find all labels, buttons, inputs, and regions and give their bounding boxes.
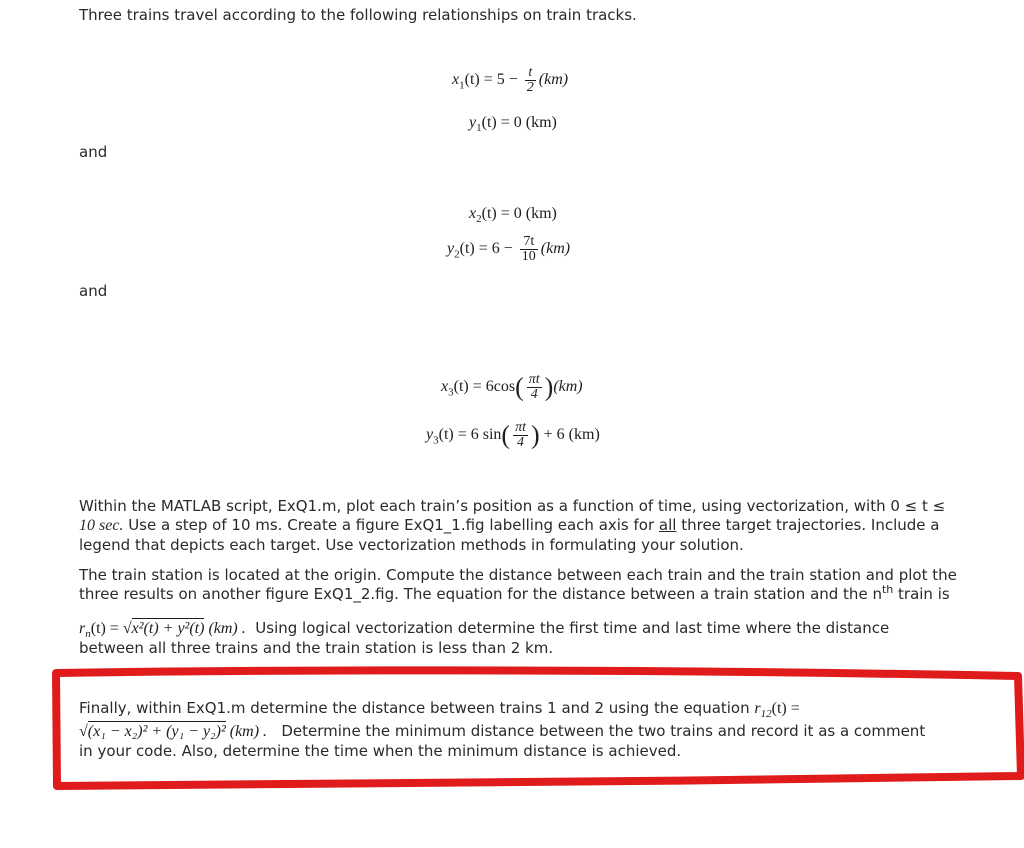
para3-line3: in your code. Also, determine the time when the minimum distance is achieved. [79,742,682,760]
para1-line1: Within the MATLAB script, ExQ1.m, plot each train’s position as a function of time, using vectorization, with 0 ≤ t ≤ [79,497,946,515]
para2-line4: between all three trains and the train station is less than 2 km. [79,639,554,657]
para2-line3: $r_n(t) = √x^2(t) + y^2(t)$ (km) . Using logical vectorization determine the first time and last time where the distance [79,619,890,641]
equation-x3: $x_3(t) = 6\cos$( $\frac{\pi t}{4}$ )(km) [441,372,583,402]
para3-line1: Finally, within ExQ1.m determine the distance between trains 1 and 2 using the equation $r_{12}(t)$ = [79,699,800,721]
distance-equation: $r_n(t) = √x^2(t) + y^2(t)$ (km) . [79,620,246,641]
para1-line2: 10 sec. Use a step of 10 ms. Create a figure ExQ1_1.fig labelling each axis for all three target trajectories. Include a [79,516,940,534]
para3-line2: √(x₁ − x₂)² + (y₁ − y₂)² (km) . Determine the minimum distance between the two trains and record it as a comment [79,722,926,740]
equation-x1: $x_1(t) = 5$ − $\frac{t}{2}$ (km) [452,65,569,95]
para1-line3: legend that depicts each target. Use vectorization methods in formulating your solution. [79,536,744,554]
equation-y3: $y_3(t) = 6$ sin( $\frac{\pi t}{4}$ ) + 6 (km) [426,420,600,450]
para2-line2: three results on another figure ExQ1_2.fig. The equation for the distance between a train station and the $n^{th}$ train is [79,583,950,603]
para2-line1: The train station is located at the origin. Compute the distance between each train and the train station and plot the [79,566,957,584]
equation-y1: $y_1(t) = 0$ (km) [469,114,557,135]
intro-text: Three trains travel according to the following relationships on train tracks. [79,6,637,24]
equation-x2: $x_2(t) = 0$ (km) [469,205,557,226]
connector-and-2: and [79,282,108,300]
train-distance-equation: √(x₁ − x₂)² + (y₁ − y₂)² (km) . [79,723,268,740]
equation-y2: $y_2(t) = 6$ − $\frac{7t}{10}$ (km) [447,234,571,264]
connector-and-1: and [79,143,108,161]
